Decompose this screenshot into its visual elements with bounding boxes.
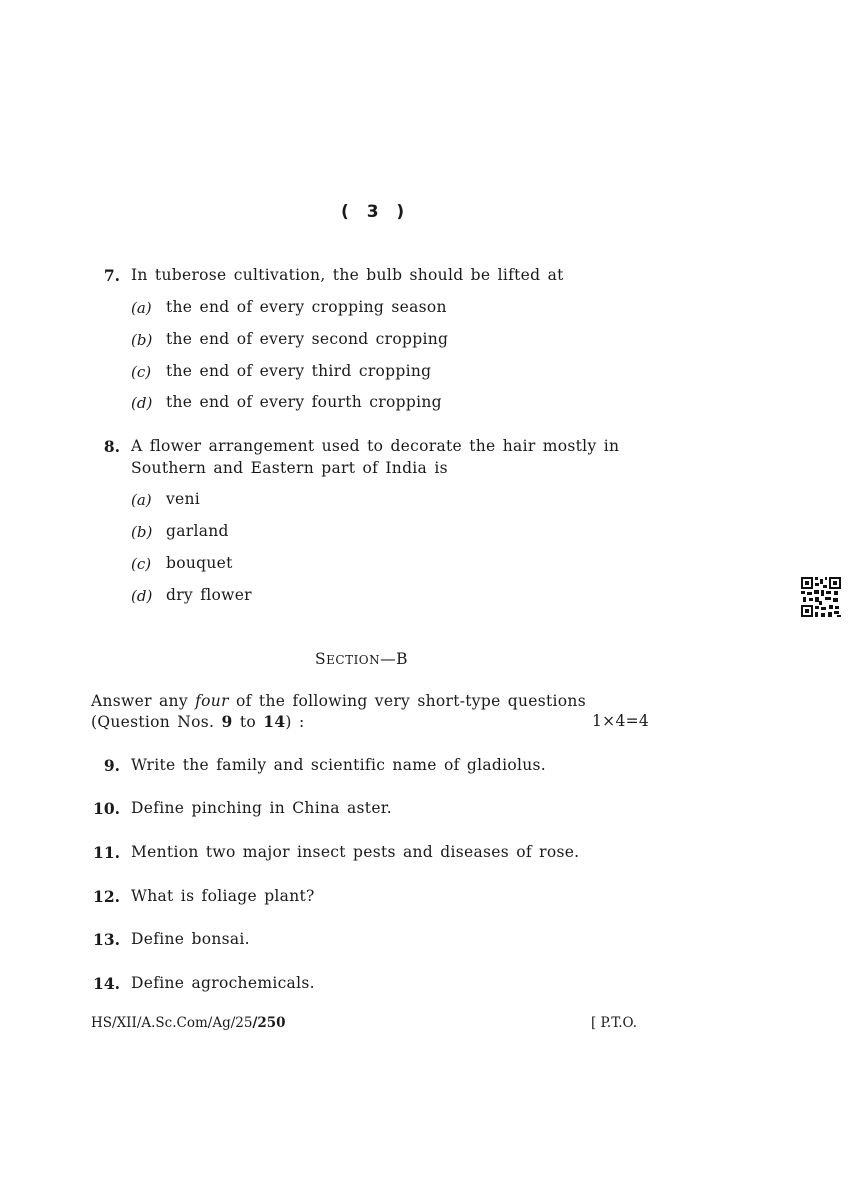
- option-text: the end of every third cropping: [166, 362, 432, 380]
- question-number: 10.: [93, 799, 120, 818]
- instruction-text: to: [239, 713, 257, 731]
- question-number: 12.: [93, 887, 120, 906]
- option-label: (a): [131, 491, 152, 509]
- instructions-line-1: [91, 692, 611, 710]
- question-text: Write the family and scientific name of gladiolus.: [131, 756, 546, 774]
- option-text: bouquet: [166, 554, 233, 572]
- question-text: Define bonsai.: [131, 930, 250, 948]
- option-text: the end of every fourth cropping: [166, 393, 442, 411]
- instructions-line-2: [91, 712, 305, 731]
- option-label: (b): [131, 331, 153, 349]
- question-text: What is foliage plant?: [131, 887, 315, 905]
- question-range-start: 9: [221, 712, 233, 731]
- option-text: the end of every cropping season: [166, 298, 447, 316]
- question-text: Southern and Eastern part of India is: [131, 459, 448, 477]
- option-text: dry flower: [166, 586, 252, 604]
- option-text: garland: [166, 522, 229, 540]
- section-suffix: —B: [380, 650, 409, 668]
- question-text: Define agrochemicals.: [131, 974, 315, 992]
- instruction-text: (Question Nos.: [91, 713, 215, 731]
- paper-code-text: HS/XII/A.Sc.Com/Ag/25: [91, 1015, 253, 1031]
- qr-code-icon: [801, 577, 841, 617]
- option-label: (c): [131, 363, 152, 381]
- question-number: 8.: [103, 437, 120, 456]
- question-range-end: 14: [263, 712, 286, 731]
- question-text: Define pinching in China aster.: [131, 799, 393, 817]
- section-word: ECTION: [326, 653, 381, 667]
- question-text: In tuberose cultivation, the bulb should be lifted at: [131, 266, 564, 284]
- option-text: the end of every second cropping: [166, 330, 449, 348]
- please-turn-over: [ P.T.O.: [591, 1015, 638, 1031]
- section-heading: [315, 650, 408, 668]
- option-label: (d): [131, 587, 153, 605]
- instruction-text: of the following very short-type questions: [236, 692, 586, 710]
- marks-allocation: 1×4=4: [592, 712, 650, 730]
- option-label: (b): [131, 523, 153, 541]
- page-number: ( 3 ): [341, 202, 411, 222]
- paper-code: [91, 1015, 286, 1031]
- question-text: A flower arrangement used to decorate the hair mostly in: [131, 437, 620, 455]
- option-label: (c): [131, 555, 152, 573]
- question-number: 7.: [103, 266, 120, 285]
- question-number: 13.: [93, 930, 120, 949]
- instruction-emphasis: four: [195, 692, 229, 710]
- instruction-text: ) :: [285, 713, 305, 731]
- section-initial: S: [315, 650, 327, 668]
- question-number: 11.: [93, 843, 120, 862]
- paper-code-number: /250: [252, 1015, 286, 1031]
- option-label: (d): [131, 394, 153, 412]
- option-text: veni: [166, 490, 201, 508]
- instruction-text: Answer any: [91, 692, 188, 710]
- question-number: 9.: [103, 756, 120, 775]
- question-number: 14.: [93, 974, 120, 993]
- question-text: Mention two major insect pests and diseases of rose.: [131, 843, 580, 861]
- option-label: (a): [131, 299, 152, 317]
